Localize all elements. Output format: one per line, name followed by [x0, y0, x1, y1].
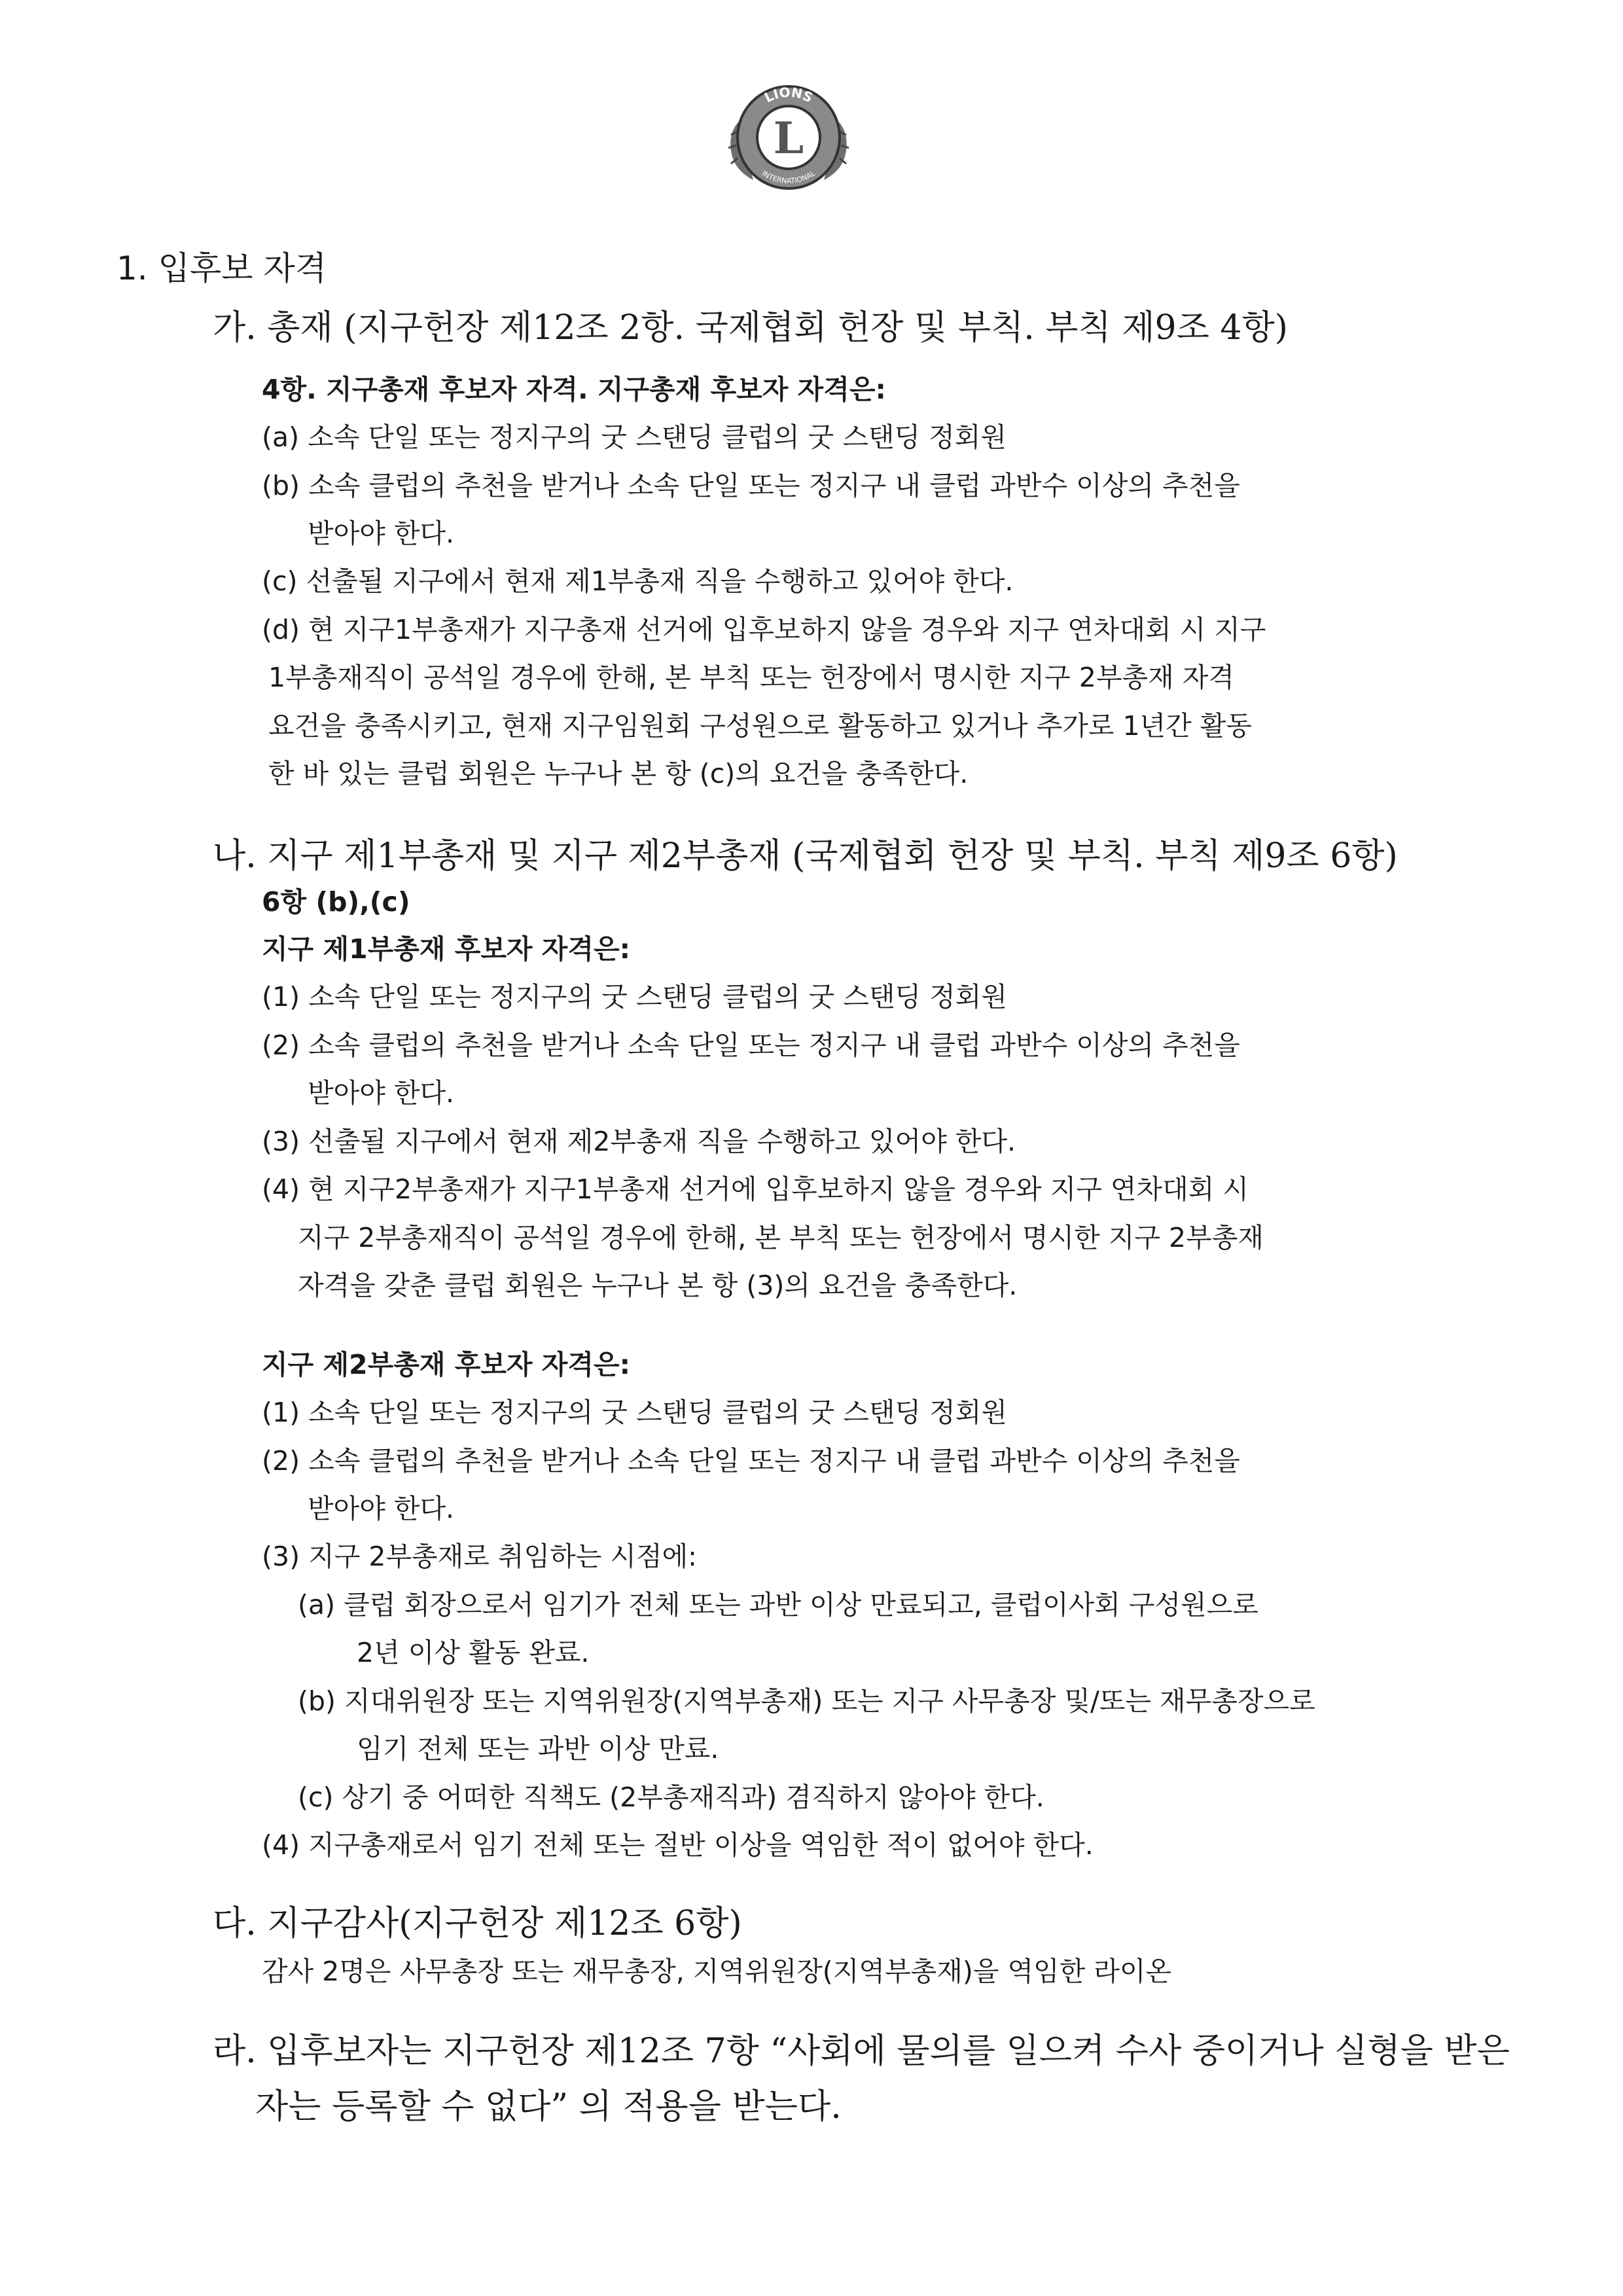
- da-body: 감사 2명은 사무총장 또는 재무총장, 지역위원장(지역부총재)을 역임한 라이온: [262, 1956, 1172, 1987]
- na-first-vdg-title: 지구 제1부총재 후보자 자격은:: [262, 933, 631, 965]
- logo-center-letter: L: [773, 113, 804, 164]
- ga-item-d: (d) 현 지구1부총재가 지구총재 선거에 입후보하지 않을 경우와 지구 연차대회 시 지구: [262, 614, 1266, 645]
- na-second-item-2: (2) 소속 클럽의 추천을 받거나 소속 단일 또는 정지구 내 클럽 과반수 이상의 추천을: [262, 1445, 1240, 1477]
- na-second-vdg-title: 지구 제2부총재 후보자 자격은:: [262, 1349, 631, 1380]
- na-first-item-3: (3) 선출될 지구에서 현재 제2부총재 직을 수행하고 있어야 한다.: [262, 1126, 1016, 1157]
- na-first-item-4-cont-1: 지구 2부총재직이 공석일 경우에 한해, 본 부칙 또는 헌장에서 명시한 지구 2부총재: [298, 1222, 1264, 1253]
- na-first-item-2: (2) 소속 클럽의 추천을 받거나 소속 단일 또는 정지구 내 클럽 과반수 이상의 추천을: [262, 1030, 1240, 1061]
- na-subitem-b: (b) 지대위원장 또는 지역위원장(지역부총재) 또는 지구 사무총장 및/또는 재무총장으로: [298, 1685, 1315, 1717]
- logo-top-text: LIONS: [762, 84, 815, 106]
- na-second-item-4: (4) 지구총재로서 임기 전체 또는 절반 이상을 역임한 적이 없어야 한다.: [262, 1829, 1094, 1861]
- ga-item-b-cont: 받아야 한다.: [308, 518, 455, 549]
- lions-logo: [723, 72, 854, 203]
- na-clause: 6항 (b),(c): [262, 886, 410, 918]
- heading-na: 나. 지구 제1부총재 및 지구 제2부총재 (국제협회 헌장 및 부칙. 부칙 제9조 6항): [213, 836, 1398, 876]
- na-first-item-4-cont-2: 자격을 갖춘 클럽 회원은 누구나 본 항 (3)의 요건을 충족한다.: [298, 1270, 1018, 1301]
- na-subitem-a: (a) 클럽 회장으로서 임기가 전체 또는 과반 이상 만료되고, 클럽이사회 구성원으로: [298, 1589, 1258, 1621]
- ga-intro: 4항. 지구총재 후보자 자격. 지구총재 후보자 자격은:: [262, 374, 886, 405]
- na-first-item-4: (4) 현 지구2부총재가 지구1부총재 선거에 입후보하지 않을 경우와 지구 연차대회 시: [262, 1174, 1249, 1205]
- logo-bottom-text: INTERNATIONAL: [760, 169, 817, 186]
- heading-da: 다. 지구감사(지구헌장 제12조 6항): [213, 1904, 742, 1943]
- na-second-item-1: (1) 소속 단일 또는 정지구의 굿 스탠딩 클럽의 굿 스탠딩 정회원: [262, 1397, 1007, 1428]
- section-title: 1. 입후보 자격: [116, 249, 327, 287]
- ga-item-c: (c) 선출될 지구에서 현재 제1부총재 직을 수행하고 있어야 한다.: [262, 565, 1014, 597]
- heading-ra: 라. 입후보자는 지구헌장 제12조 7항 “사회에 물의를 일으켜 수사 중이거나 실형을 받은: [213, 2032, 1510, 2071]
- na-subitem-c: (c) 상기 중 어떠한 직책도 (2부총재직과) 겸직하지 않아야 한다.: [298, 1782, 1044, 1813]
- ga-item-d-cont-1: 1부총재직이 공석일 경우에 한해, 본 부칙 또는 헌장에서 명시한 지구 2부총재 자격: [268, 662, 1234, 693]
- ga-item-d-cont-3: 한 바 있는 클럽 회원은 누구나 본 항 (c)의 요건을 충족한다.: [268, 758, 969, 789]
- ga-item-a: (a) 소속 단일 또는 정지구의 굿 스탠딩 클럽의 굿 스탠딩 정회원: [262, 422, 1007, 453]
- na-second-item-2-cont: 받아야 한다.: [308, 1493, 455, 1524]
- heading-ga: 가. 총재 (지구헌장 제12조 2항. 국제협회 헌장 및 부칙. 부칙 제9조 4항): [213, 308, 1288, 348]
- na-subitem-a-cont: 2년 이상 활동 완료.: [357, 1637, 590, 1668]
- ga-item-d-cont-2: 요건을 충족시키고, 현재 지구임원회 구성원으로 활동하고 있거나 추가로 1년간 활동: [268, 710, 1253, 742]
- ga-item-b: (b) 소속 클럽의 추천을 받거나 소속 단일 또는 정지구 내 클럽 과반수 이상의 추천을: [262, 470, 1240, 501]
- na-subitem-b-cont: 임기 전체 또는 과반 이상 만료.: [357, 1733, 719, 1765]
- na-second-item-3: (3) 지구 2부총재로 취임하는 시점에:: [262, 1541, 697, 1572]
- na-first-item-2-cont: 받아야 한다.: [308, 1077, 455, 1109]
- na-first-item-1: (1) 소속 단일 또는 정지구의 굿 스탠딩 클럽의 굿 스탠딩 정회원: [262, 981, 1007, 1013]
- heading-ra-cont: 자는 등록할 수 없다” 의 적용을 받는다.: [255, 2087, 842, 2126]
